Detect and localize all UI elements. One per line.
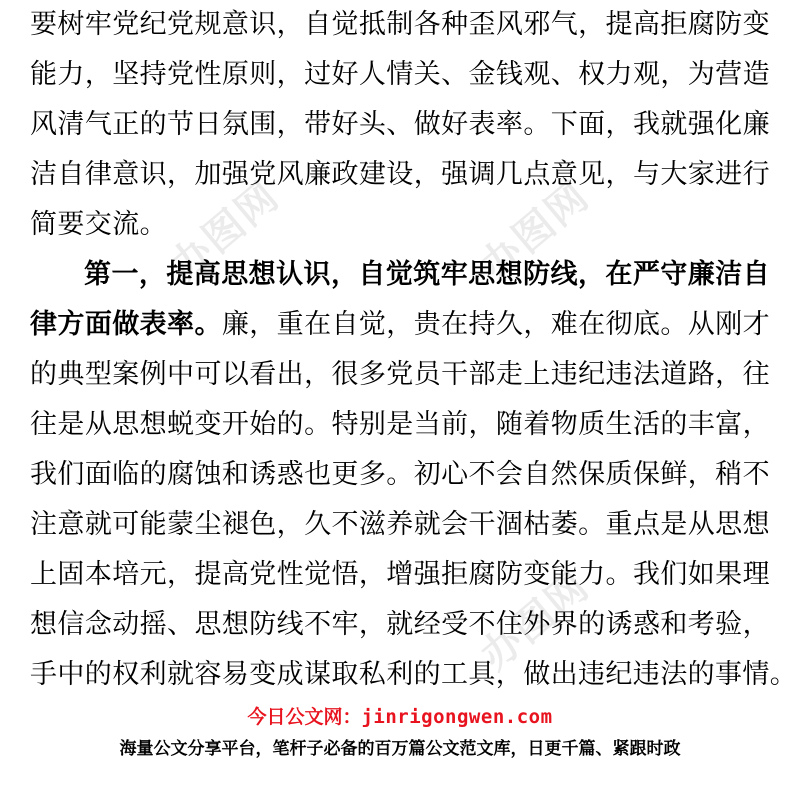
footer-tagline: 海量公文分享平台，笔杆子必备的百万篇公文范文库，日更千篇、紧跟时政 <box>119 739 681 759</box>
footer-site-banner <box>0 700 800 734</box>
text-line: 手中的权利就容易变成谋取私利的工具，做出违纪违法的事情。 <box>30 659 798 690</box>
text-line: 的典型案例中可以看出，很多党员干部走上违纪违法道路，往 <box>30 359 770 390</box>
text-line: 上固本培元，提高党性觉悟，增强拒腐防变能力。我们如果理 <box>30 559 770 590</box>
paragraph-2 <box>30 250 798 700</box>
text-line: 我们面临的腐蚀和诱惑也更多。初心不会自然保质保鲜，稍不 <box>30 459 770 490</box>
text-line-rest: 廉，重在自觉，贵在持久，难在彻底。从刚才 <box>221 309 770 340</box>
text-line: 简要交流。 <box>30 209 167 240</box>
text-line: 往是从思想蜕变开始的。特别是当前，随着物质生活的丰富， <box>30 409 770 440</box>
text-line: 注意就可能蒙尘褪色，久不滋养就会干涸枯萎。重点是从思想 <box>30 509 770 540</box>
document-body <box>30 0 798 700</box>
watermark-logo: 办图网 <box>162 173 289 290</box>
paragraph-1 <box>30 0 770 250</box>
text-line: 想信念动摇、思想防线不牢，就经受不住外界的诱惑和考验， <box>30 609 770 640</box>
watermark-logo: 办图网 <box>472 563 599 680</box>
text-line: 洁自律意识，加强党风廉政建设，强调几点意见，与大家进行 <box>30 159 770 190</box>
text-line: 风清气正的节日氛围，带好头、做好表率。下面，我就强化廉 <box>30 109 770 140</box>
section-heading-line: 第一，提高思想认识，自觉筑牢思想防线，在严守廉洁自 <box>84 259 770 290</box>
text-line: 能力，坚持党性原则，过好人情关、金钱观、权力观，为营造 <box>30 59 770 90</box>
text-line: 要树牢党纪党规意识，自觉抵制各种歪风邪气，提高拒腐防变 <box>30 9 770 40</box>
footer-site-label: 今日公文网： <box>247 706 362 728</box>
text-line <box>30 300 770 350</box>
watermark-logo: 办图网 <box>472 173 599 290</box>
page-footer <box>0 700 800 764</box>
footer-site-link[interactable]: jinrigongwen.com <box>361 706 553 728</box>
section-heading-tail: 律方面做表率。 <box>30 309 222 340</box>
